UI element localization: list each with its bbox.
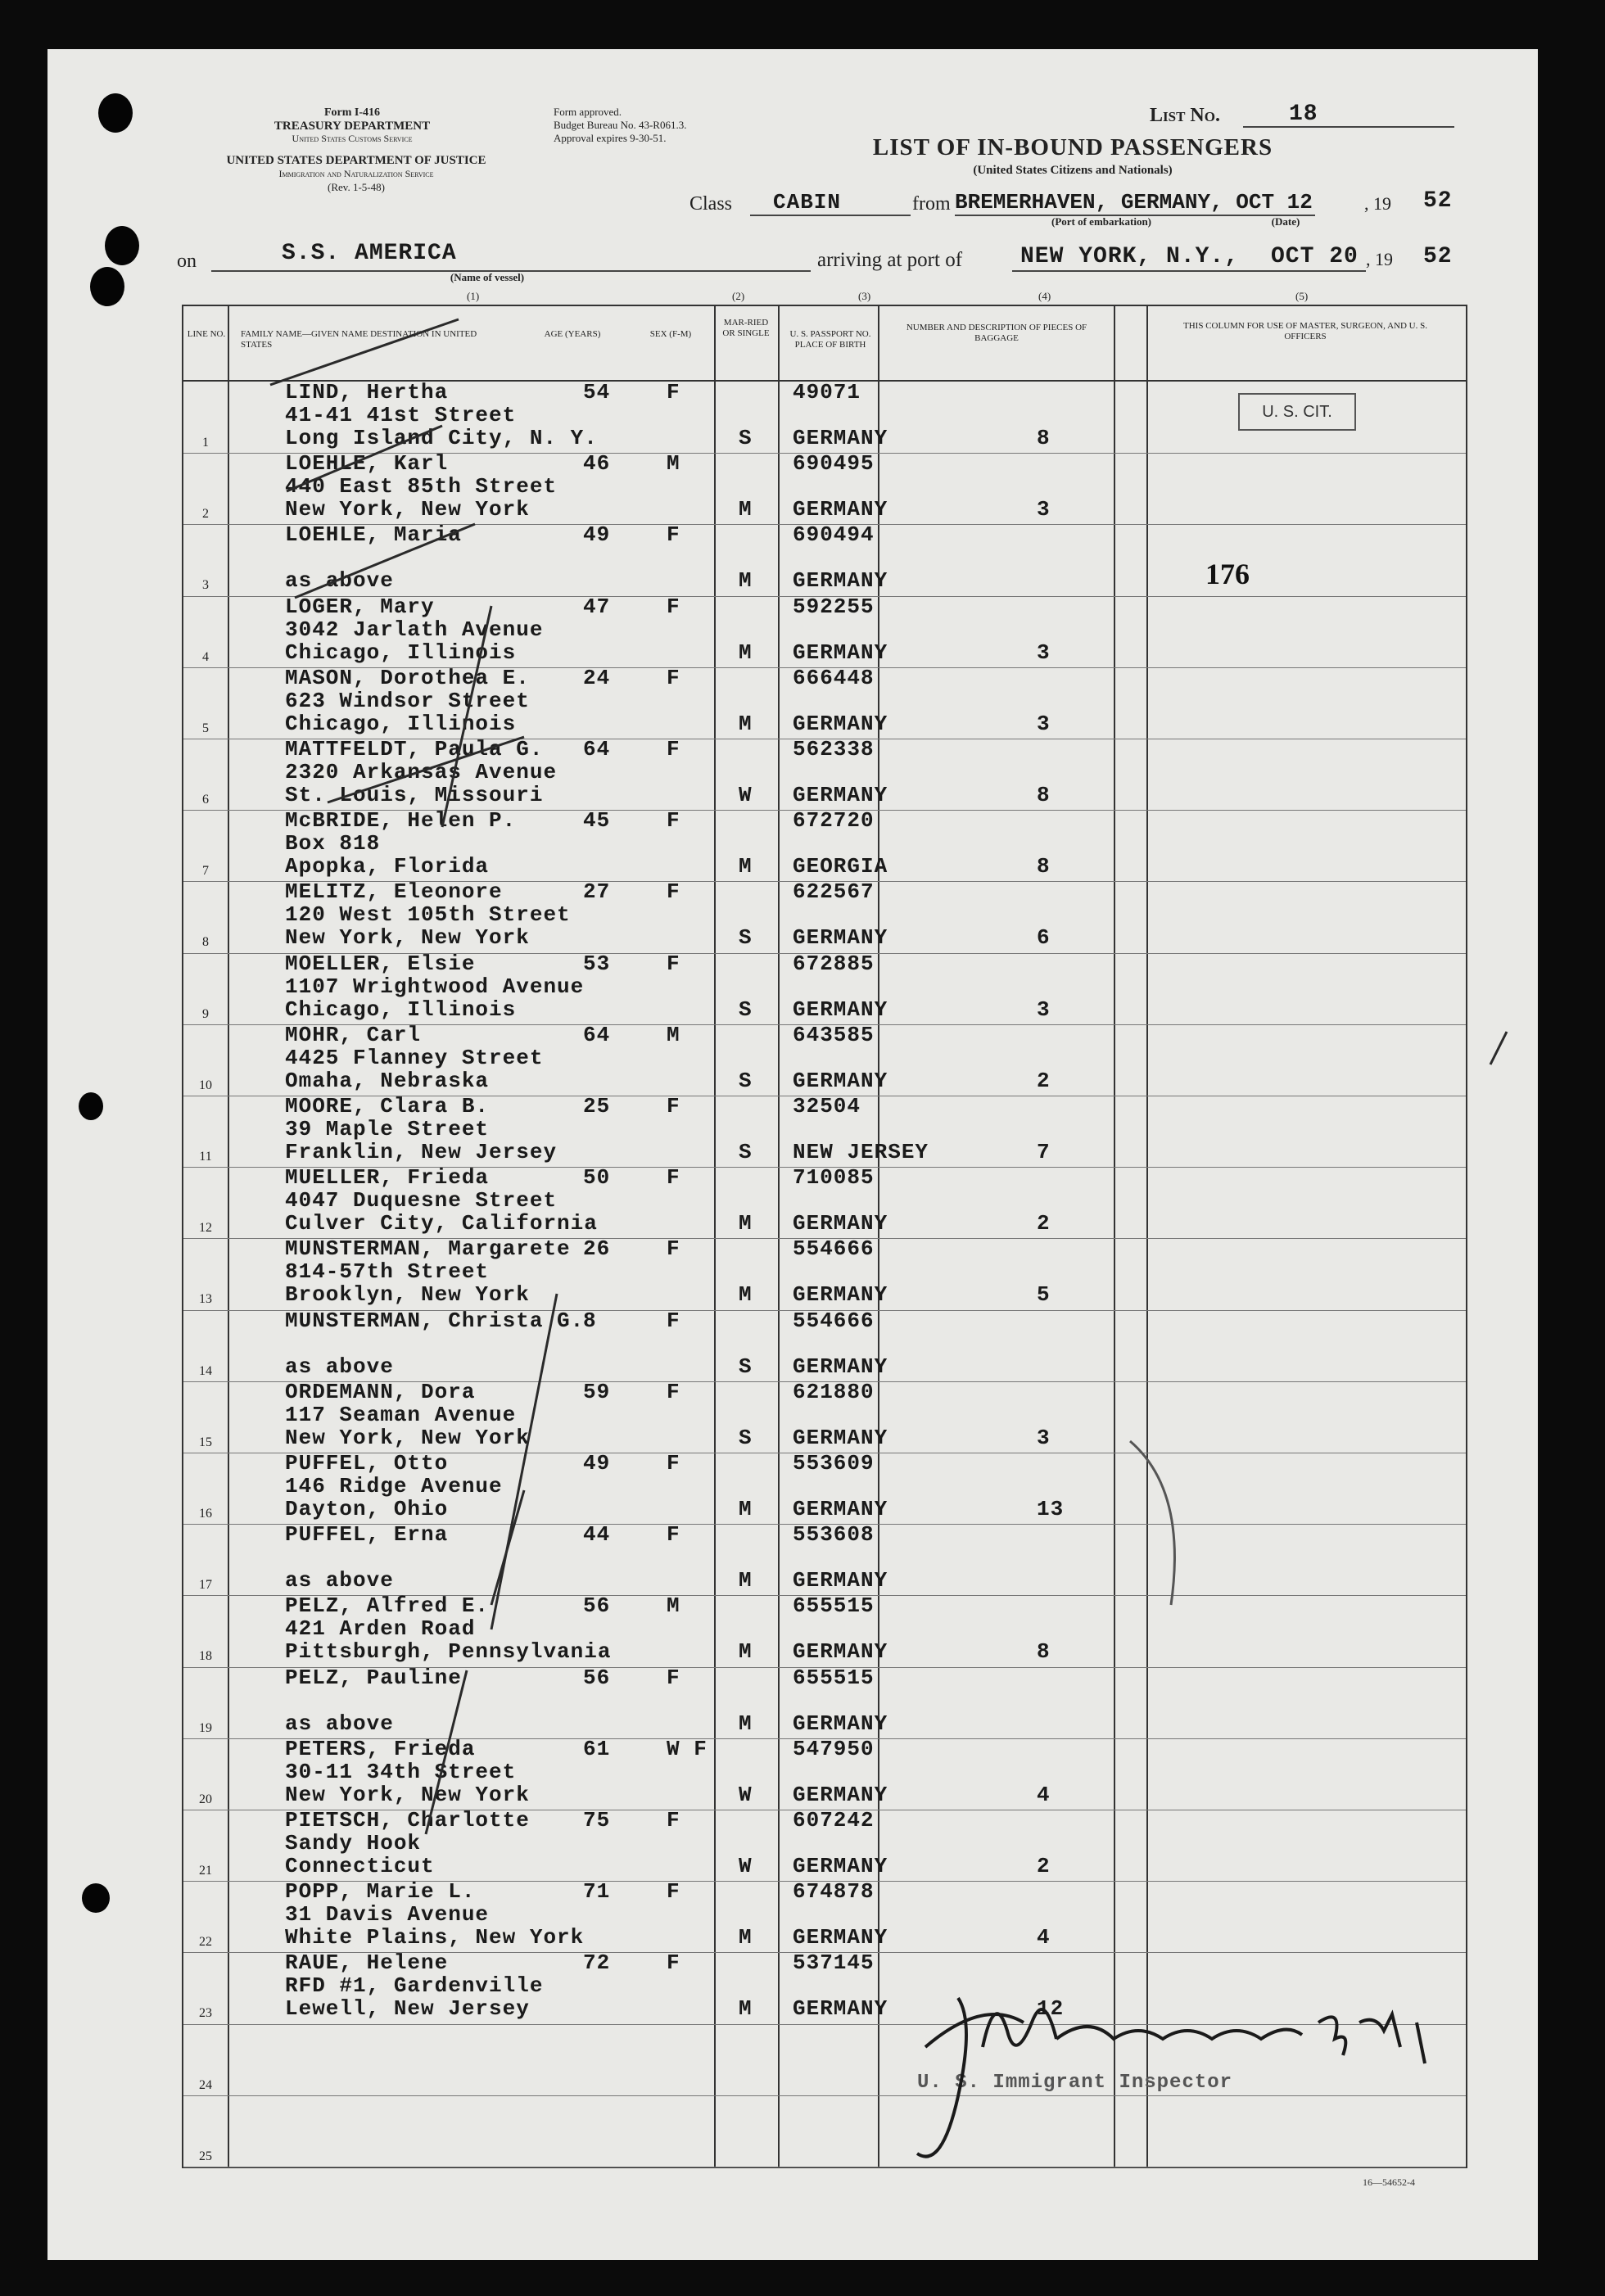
approval-line-2: Budget Bureau No. 43-R061.3.: [554, 119, 687, 131]
inspector-signature: [917, 1998, 1425, 2157]
line-number: 9: [202, 1006, 209, 1021]
baggage-count: 2: [1037, 1854, 1051, 1878]
passenger-name: MUNSTERMAN, Margarete: [285, 1236, 571, 1262]
passenger-age: 71: [583, 1879, 611, 1905]
passenger-age: 25: [583, 1094, 611, 1119]
column-number-5: (5): [1295, 290, 1309, 302]
passenger-sex: F: [667, 1094, 680, 1119]
passport-number: 672885: [793, 951, 875, 976]
passport-number: 553608: [793, 1522, 875, 1548]
baggage-count: 8: [1037, 854, 1051, 879]
date-note: (Date): [1271, 215, 1300, 228]
city-state: Omaha, Nebraska: [285, 1068, 490, 1093]
marital-status: S: [739, 1425, 753, 1450]
year-prefix: , 19: [1364, 193, 1391, 214]
passenger-name: MELITZ, Eleonore: [285, 879, 503, 905]
column-number-2: (2): [732, 290, 745, 302]
passenger-age: 64: [583, 1022, 611, 1047]
passenger-age: 49: [583, 522, 611, 548]
place-of-birth: GERMANY: [793, 1996, 888, 2022]
col-header-name: FAMILY NAME—GIVEN NAME DESTINATION IN UNITED STATES: [241, 329, 477, 350]
place-of-birth: GERMANY: [793, 1782, 888, 1807]
place-of-birth: GERMANY: [793, 1497, 888, 1521]
passenger-name: MOELLER, Elsie: [285, 951, 476, 976]
baggage-count: 12: [1037, 1996, 1065, 2022]
immigrant-inspector-label: U. S. Immigrant Inspector: [917, 2072, 1233, 2094]
city-state: White Plains, New York: [285, 1925, 585, 1950]
passenger-age: 44: [583, 1522, 611, 1548]
baggage-count: 3: [1037, 1425, 1051, 1450]
marital-status: M: [739, 1996, 753, 2022]
passenger-name: McBRIDE, Helen P.: [285, 808, 517, 834]
place-of-birth: GERMANY: [793, 568, 888, 594]
place-of-birth: GERMANY: [793, 1925, 888, 1950]
passenger-sex: F: [667, 1236, 680, 1262]
line-number: 13: [199, 1292, 212, 1307]
baggage-count: 7: [1037, 1140, 1051, 1164]
passenger-name: MUELLER, Frieda: [285, 1165, 490, 1191]
address-line: 3042 Jarlath Avenue: [285, 617, 544, 642]
line-number: 5: [202, 721, 209, 735]
passport-number: 49071: [793, 380, 861, 405]
passport-number: 32504: [793, 1094, 861, 1119]
check-mark: [491, 1490, 524, 1605]
marital-status: S: [739, 1140, 753, 1164]
marital-status: M: [739, 1211, 753, 1236]
passport-number: 621880: [793, 1379, 875, 1404]
city-state: New York, New York: [285, 497, 530, 522]
passenger-name: LIND, Hertha: [285, 380, 449, 405]
place-of-birth: GERMANY: [793, 1425, 888, 1450]
line-number: 16: [199, 1507, 212, 1521]
city-state: Brooklyn, New York: [285, 1282, 530, 1308]
passenger-name: PETERS, Frieda: [285, 1736, 476, 1761]
line-number: 12: [199, 1221, 212, 1236]
marital-status: M: [739, 854, 753, 879]
baggage-count: 6: [1037, 925, 1051, 951]
address-line: 31 Davis Avenue: [285, 1902, 490, 1928]
col-header-marital: MAR-RIED OR SINGLE: [722, 318, 770, 338]
check-mark: [1490, 1032, 1507, 1064]
passenger-sex: F: [667, 522, 680, 548]
city-state: Lewell, New Jersey: [285, 1996, 530, 2022]
place-of-birth: GERMANY: [793, 783, 888, 807]
city-state: Culver City, California: [285, 1211, 598, 1236]
passenger-sex: F: [667, 1308, 680, 1333]
from-label: from: [912, 193, 951, 215]
tally-number: 176: [1205, 558, 1250, 590]
baggage-count: 5: [1037, 1282, 1051, 1308]
line-number: 15: [199, 1435, 212, 1449]
passenger-sex: F: [667, 1950, 680, 1976]
column-number-3: (3): [858, 290, 871, 302]
line-number: 19: [199, 1720, 212, 1735]
vessel-name: S.S. AMERICA: [282, 241, 457, 266]
city-state: Franklin, New Jersey: [285, 1140, 558, 1164]
address-line: 2320 Arkansas Avenue: [285, 760, 558, 784]
line-number: 18: [199, 1649, 212, 1664]
address-line: 146 Ridge Avenue: [285, 1474, 503, 1498]
check-mark: [287, 426, 442, 491]
passenger-age: 54: [583, 380, 611, 405]
passenger-sex: F: [667, 1665, 680, 1690]
passenger-age: 72: [583, 1950, 611, 1976]
address-line: RFD #1, Gardenville: [285, 1973, 544, 1999]
document-subtitle: (United States Citizens and Nationals): [973, 164, 1173, 177]
passenger-name: PUFFEL, Erna: [285, 1522, 449, 1548]
col-header-age: AGE (YEARS): [544, 329, 601, 339]
passenger-sex: M: [667, 451, 680, 477]
col-header-passport: U. S. PASSPORT NO. PLACE OF BIRTH: [789, 329, 871, 350]
address-line: 623 Windsor Street: [285, 688, 530, 713]
marital-status: M: [739, 1497, 753, 1521]
line-number: 6: [202, 793, 209, 807]
line-number: 21: [199, 1864, 212, 1878]
marital-status: S: [739, 925, 753, 951]
city-state: Dayton, Ohio: [285, 1497, 449, 1521]
form-number: Form I-416: [323, 106, 381, 119]
marital-status: M: [739, 1639, 753, 1665]
passenger-sex: F: [667, 380, 680, 405]
passenger-sex: F: [667, 594, 680, 619]
line-number: 4: [202, 649, 209, 664]
place-of-birth: GERMANY: [793, 711, 888, 736]
passenger-name: PUFFEL, Otto: [285, 1451, 449, 1476]
column-number-1: (1): [467, 290, 480, 302]
city-state: as above: [285, 1354, 394, 1379]
line-number: 10: [199, 1078, 212, 1092]
passport-number: 690494: [793, 522, 875, 548]
arrival-date: OCT 20: [1271, 244, 1359, 269]
passenger-sex: W F: [667, 1736, 708, 1761]
line-number: 3: [202, 578, 209, 593]
baggage-count: 8: [1037, 1639, 1051, 1665]
document-title: LIST OF IN-BOUND PASSENGERS: [872, 134, 1273, 160]
address-line: 1107 Wrightwood Avenue: [285, 974, 585, 999]
address-line: 117 Seaman Avenue: [285, 1402, 517, 1427]
city-state: Pittsburgh, Pennsylvania: [285, 1639, 612, 1665]
arrival-port: NEW YORK, N.Y.,: [1020, 244, 1240, 269]
passenger-name: RAUE, Helene: [285, 1950, 449, 1976]
city-state: New York, New York: [285, 1425, 530, 1450]
passenger-age: 27: [583, 879, 611, 905]
city-state: Chicago, Illinois: [285, 997, 517, 1022]
baggage-count: 3: [1037, 711, 1051, 736]
list-no-label: List No.: [1150, 105, 1220, 126]
marital-status: W: [739, 1854, 753, 1878]
place-of-birth: GERMANY: [793, 1282, 888, 1308]
line-number: 17: [199, 1578, 212, 1593]
marital-status: M: [739, 1282, 753, 1308]
col-header-line: LINE NO.: [187, 329, 226, 339]
passenger-age: 53: [583, 951, 611, 976]
baggage-count: 3: [1037, 997, 1051, 1022]
passenger-name: MASON, Dorothea E.: [285, 665, 530, 690]
place-of-birth: GEORGIA: [793, 854, 888, 879]
check-mark: [426, 1670, 467, 1834]
address-line: 440 East 85th Street: [285, 474, 558, 499]
place-of-birth: GERMANY: [793, 640, 888, 665]
check-mark: [270, 319, 459, 385]
marital-status: W: [739, 783, 753, 807]
place-of-birth: GERMANY: [793, 1854, 888, 1878]
passenger-sex: F: [667, 1879, 680, 1905]
passport-number: 674878: [793, 1879, 875, 1905]
justice-department: UNITED STATES DEPARTMENT OF JUSTICE: [226, 154, 486, 167]
marital-status: M: [739, 640, 753, 665]
marital-status: S: [739, 1068, 753, 1093]
arrival-year-prefix: , 19: [1366, 249, 1393, 269]
passenger-name: MOHR, Carl: [285, 1022, 422, 1047]
col-header-baggage: NUMBER AND DESCRIPTION OF PIECES OF BAGGAGE: [906, 323, 1087, 343]
passenger-sex: F: [667, 951, 680, 976]
place-of-birth: GERMANY: [793, 997, 888, 1022]
passenger-age: 47: [583, 594, 611, 619]
passenger-sex: F: [667, 879, 680, 905]
passenger-age: 45: [583, 808, 611, 834]
address-line: 120 West 105th Street: [285, 902, 571, 928]
passport-number: 710085: [793, 1165, 875, 1191]
place-of-birth: GERMANY: [793, 1354, 888, 1379]
passenger-age: 46: [583, 451, 611, 477]
baggage-count: 3: [1037, 497, 1051, 522]
passenger-sex: F: [667, 1379, 680, 1404]
passenger-sex: M: [667, 1593, 680, 1619]
marital-status: M: [739, 711, 753, 736]
marital-status: W: [739, 1782, 753, 1807]
marital-status: S: [739, 1354, 753, 1379]
passport-number: 672720: [793, 808, 875, 834]
passenger-age: 24: [583, 665, 611, 690]
baggage-count: 2: [1037, 1211, 1051, 1236]
address-line: 4425 Flanney Street: [285, 1045, 544, 1070]
line-number: 8: [202, 935, 209, 950]
customs-service: United States Customs Service: [292, 133, 413, 144]
port-embarkation-note: (Port of embarkation): [1051, 215, 1152, 228]
passport-number: 537145: [793, 1950, 875, 1976]
baggage-count: 13: [1037, 1497, 1065, 1521]
passenger-name: LOGER, Mary: [285, 594, 435, 619]
marital-status: S: [739, 997, 753, 1022]
arrival-year: 52: [1423, 244, 1453, 269]
line-number: 11: [199, 1150, 212, 1164]
passenger-age: 59: [583, 1379, 611, 1404]
marital-status: M: [739, 1568, 753, 1593]
revision: (Rev. 1-5-48): [328, 181, 385, 193]
passenger-age: 8: [583, 1308, 597, 1333]
class-value: CABIN: [773, 190, 842, 215]
line-number: 1: [202, 436, 209, 450]
marital-status: M: [739, 568, 753, 594]
city-state: St. Louis, Missouri: [285, 783, 544, 807]
approval-line-3: Approval expires 9-30-51.: [554, 132, 667, 144]
passenger-name: MOORE, Clara B.: [285, 1094, 490, 1119]
embarkation-year: 52: [1423, 188, 1453, 214]
check-mark: [328, 737, 524, 802]
line-number: 2: [202, 507, 209, 522]
city-state: New York, New York: [285, 925, 530, 951]
class-label: Class: [689, 193, 733, 215]
passport-number: 666448: [793, 665, 875, 690]
line-number: 23: [199, 2006, 212, 2021]
check-mark: [491, 1294, 557, 1629]
place-of-birth: GERMANY: [793, 497, 888, 522]
place-of-birth: GERMANY: [793, 1068, 888, 1093]
city-state: Connecticut: [285, 1854, 435, 1878]
place-of-birth: GERMANY: [793, 1639, 888, 1665]
passenger-age: 56: [583, 1593, 611, 1619]
address-line: 4047 Duquesne Street: [285, 1188, 558, 1214]
place-of-birth: NEW JERSEY: [793, 1140, 929, 1164]
baggage-count: 4: [1037, 1782, 1051, 1807]
passenger-age: 64: [583, 737, 611, 762]
passenger-age: 49: [583, 1451, 611, 1476]
place-of-birth: GERMANY: [793, 1568, 888, 1593]
address-line: 30-11 34th Street: [285, 1759, 517, 1784]
passport-number: 554666: [793, 1236, 875, 1262]
address-line: 41-41 41st Street: [285, 403, 517, 427]
marital-status: S: [739, 426, 753, 450]
passenger-sex: F: [667, 1165, 680, 1191]
passport-number: 592255: [793, 594, 875, 619]
address-line: 39 Maple Street: [285, 1117, 490, 1141]
passport-number: 655515: [793, 1665, 875, 1690]
passenger-name: MATTFELDT, Paula G.: [285, 737, 544, 762]
address-line: 814-57th Street: [285, 1259, 490, 1285]
marital-status: M: [739, 1925, 753, 1950]
city-state: Long Island City, N. Y.: [285, 426, 598, 450]
baggage-count: 2: [1037, 1068, 1051, 1093]
passenger-age: 61: [583, 1736, 611, 1761]
city-state: as above: [285, 568, 394, 594]
line-number: 25: [199, 2149, 212, 2163]
department: TREASURY DEPARTMENT: [274, 120, 431, 133]
passport-number: 690495: [793, 451, 875, 477]
passenger-sex: F: [667, 1522, 680, 1548]
line-number: 20: [199, 1792, 212, 1806]
place-of-birth: GERMANY: [793, 1211, 888, 1236]
passenger-name: LOEHLE, Maria: [285, 522, 462, 548]
passenger-name: ORDEMANN, Dora: [285, 1379, 476, 1404]
place-of-birth: GERMANY: [793, 426, 888, 450]
line-number: 14: [199, 1363, 212, 1378]
check-mark: [442, 606, 491, 827]
passenger-name: MUNSTERMAN, Christa G.: [285, 1308, 585, 1333]
marital-status: M: [739, 497, 753, 522]
passenger-name: PELZ, Alfred E.: [285, 1593, 490, 1619]
passenger-age: 26: [583, 1236, 611, 1262]
city-state: as above: [285, 1568, 394, 1593]
passenger-sex: F: [667, 1451, 680, 1476]
col-header-officers: THIS COLUMN FOR USE OF MASTER, SURGEON, AND U. S. OFFICERS: [1183, 321, 1427, 341]
city-state: Apopka, Florida: [285, 854, 490, 879]
passenger-sex: F: [667, 808, 680, 834]
address-line: Box 818: [285, 831, 381, 856]
passenger-sex: F: [667, 665, 680, 690]
passenger-name: POPP, Marie L.: [285, 1879, 476, 1905]
passenger-age: 56: [583, 1665, 611, 1690]
place-of-birth: GERMANY: [793, 925, 888, 951]
passport-number: 562338: [793, 737, 875, 762]
marital-status: M: [739, 1711, 753, 1736]
check-mark: [295, 524, 475, 598]
passenger-name: PELZ, Pauline: [285, 1665, 462, 1690]
justice-seal-arc: [1130, 1441, 1174, 1605]
passport-number: 547950: [793, 1736, 875, 1761]
passport-number: 607242: [793, 1808, 875, 1833]
list-number: 18: [1289, 102, 1318, 127]
passport-number: 622567: [793, 879, 875, 905]
baggage-count: 8: [1037, 426, 1051, 450]
baggage-count: 3: [1037, 640, 1051, 665]
city-state: New York, New York: [285, 1782, 530, 1807]
arriving-label: arriving at port of: [817, 249, 963, 271]
ins-service: Immigration and Naturalization Service: [278, 168, 434, 179]
passenger-sex: F: [667, 737, 680, 762]
line-number: 22: [199, 1935, 212, 1950]
form-number-footer: 16—54652-4: [1363, 2176, 1415, 2188]
column-number-4: (4): [1038, 290, 1051, 302]
city-state: as above: [285, 1711, 394, 1736]
approval-line-1: Form approved.: [554, 106, 622, 118]
on-label: on: [177, 251, 197, 272]
place-of-birth: GERMANY: [793, 1711, 888, 1736]
baggage-count: 4: [1037, 1925, 1051, 1950]
col-header-sex: SEX (F-M): [649, 329, 692, 339]
passport-number: 655515: [793, 1593, 875, 1619]
passenger-sex: F: [667, 1808, 680, 1833]
passenger-age: 75: [583, 1808, 611, 1833]
city-state: Chicago, Illinois: [285, 711, 517, 736]
baggage-count: 8: [1037, 783, 1051, 807]
embarkation-value: BREMERHAVEN, GERMANY, OCT 12: [955, 190, 1313, 215]
passenger-name: LOEHLE, Karl: [285, 451, 449, 477]
line-number: 24: [199, 2077, 212, 2092]
address-line: Sandy Hook: [285, 1831, 422, 1855]
us-citizen-stamp: U. S. CIT.: [1238, 393, 1356, 431]
passport-number: 643585: [793, 1022, 875, 1047]
passenger-age: 50: [583, 1165, 611, 1191]
line-number: 7: [202, 864, 209, 879]
passenger-name: PIETSCH, Charlotte: [285, 1808, 530, 1833]
passenger-sex: M: [667, 1022, 680, 1047]
passport-number: 553609: [793, 1451, 875, 1476]
city-state: Chicago, Illinois: [285, 640, 517, 665]
vessel-note: (Name of vessel): [450, 271, 525, 283]
passport-number: 554666: [793, 1308, 875, 1333]
address-line: 421 Arden Road: [285, 1616, 476, 1642]
